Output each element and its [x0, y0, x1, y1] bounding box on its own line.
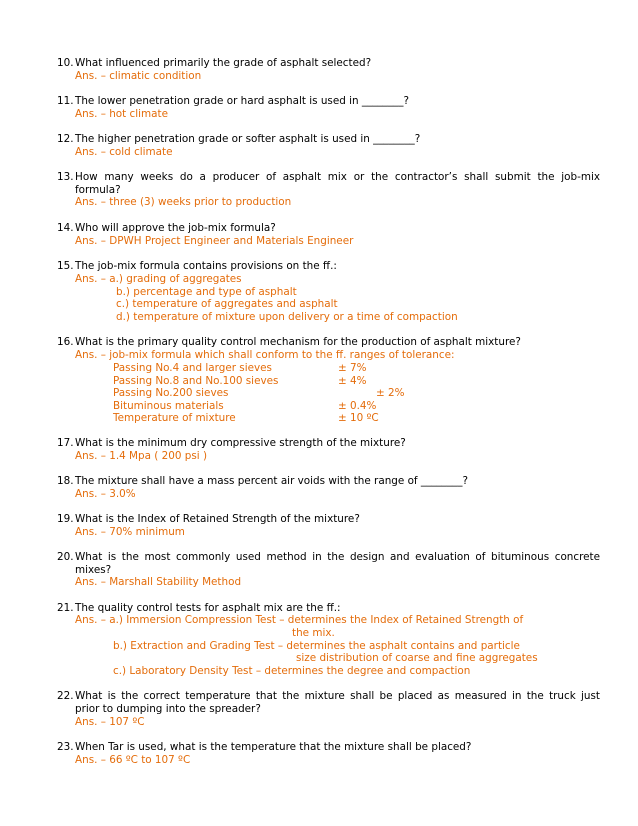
- question-number: 23.: [57, 741, 74, 753]
- question-number: 14.: [57, 222, 74, 234]
- answer-item: b.) Extraction and Grading Test – determines the asphalt contains and particle: [113, 640, 520, 652]
- question-text: The quality control tests for asphalt mix are the ff.:: [75, 602, 341, 614]
- tolerance-value: ± 0.4%: [338, 400, 377, 412]
- question-text: How many weeks do a producer of asphalt mix or the contractor’s shall submit the job-mix: [75, 171, 600, 183]
- answer-item-continued: size distribution of coarse and fine aggregates: [296, 652, 538, 664]
- question-text: The mixture shall have a mass percent air voids with the range of ________?: [75, 475, 468, 487]
- question-number: 21.: [57, 602, 74, 614]
- question-text: What is the Index of Retained Strength of the mixture?: [75, 513, 360, 525]
- answer-text: Ans. – job-mix formula which shall conform to the ff. ranges of tolerance:: [75, 349, 455, 361]
- question-number: 19.: [57, 513, 74, 525]
- question-number: 16.: [57, 336, 74, 348]
- question-number: 11.: [57, 95, 74, 107]
- tolerance-label: Passing No.8 and No.100 sieves: [113, 375, 279, 387]
- tolerance-value: ± 7%: [338, 362, 367, 374]
- answer-item: d.) temperature of mixture upon delivery or a time of compaction: [116, 311, 458, 323]
- answer-text: Ans. – Marshall Stability Method: [75, 576, 242, 588]
- answer-text: Ans. – a.) Immersion Compression Test – determines the Index of Retained Strength of: [75, 614, 524, 626]
- question-number: 17.: [57, 437, 74, 449]
- answer-text: Ans. – 3.0%: [75, 488, 136, 500]
- question-text-continued: prior to dumping into the spreader?: [75, 703, 261, 715]
- answer-text: Ans. – cold climate: [75, 146, 173, 158]
- tolerance-label: Temperature of mixture: [113, 412, 236, 424]
- question-text: What is the minimum dry compressive strength of the mixture?: [75, 437, 406, 449]
- answer-text: Ans. – a.) grading of aggregates: [75, 273, 242, 285]
- tolerance-label: Passing No.4 and larger sieves: [113, 362, 272, 374]
- question-text-continued: formula?: [75, 184, 121, 196]
- question-text: The job-mix formula contains provisions on the ff.:: [75, 260, 337, 272]
- answer-text: Ans. – 107 ºC: [75, 716, 145, 728]
- answer-text: Ans. – hot climate: [75, 108, 168, 120]
- question-number: 10.: [57, 57, 74, 69]
- question-number: 18.: [57, 475, 74, 487]
- answer-text: Ans. – climatic condition: [75, 70, 202, 82]
- answer-text: Ans. – 66 ºC to 107 ºC: [75, 754, 191, 766]
- question-text: What is the primary quality control mechanism for the production of asphalt mixture?: [75, 336, 521, 348]
- tolerance-value: ± 10 ºC: [338, 412, 379, 424]
- question-text-continued: mixes?: [75, 564, 112, 576]
- question-text: The lower penetration grade or hard asphalt is used in ________?: [75, 95, 409, 107]
- question-text: The higher penetration grade or softer asphalt is used in ________?: [75, 133, 421, 145]
- question-number: 15.: [57, 260, 74, 272]
- answer-item: c.) Laboratory Density Test – determines the degree and compaction: [113, 665, 471, 677]
- question-text: When Tar is used, what is the temperature that the mixture shall be placed?: [75, 741, 472, 753]
- answer-text: Ans. – 70% minimum: [75, 526, 185, 538]
- answer-text: Ans. – DPWH Project Engineer and Materials Engineer: [75, 235, 354, 247]
- tolerance-label: Passing No.200 sieves: [113, 387, 229, 399]
- question-text: What is the correct temperature that the mixture shall be placed as measured in the truck just: [75, 690, 600, 702]
- tolerance-label: Bituminous materials: [113, 400, 224, 412]
- tolerance-value: ± 2%: [376, 387, 405, 399]
- question-text: What influenced primarily the grade of asphalt selected?: [75, 57, 372, 69]
- answer-text-continued: the mix.: [292, 627, 335, 639]
- question-number: 12.: [57, 133, 74, 145]
- question-number: 20.: [57, 551, 74, 563]
- question-text: What is the most commonly used method in the design and evaluation of bituminous concrete: [75, 551, 600, 563]
- question-text: Who will approve the job-mix formula?: [75, 222, 276, 234]
- question-number: 22.: [57, 690, 74, 702]
- question-number: 13.: [57, 171, 74, 183]
- answer-item: c.) temperature of aggregates and asphalt: [116, 298, 338, 310]
- answer-text: Ans. – 1.4 Mpa ( 200 psi ): [75, 450, 208, 462]
- tolerance-value: ± 4%: [338, 375, 367, 387]
- answer-item: b.) percentage and type of asphalt: [116, 286, 297, 298]
- answer-text: Ans. – three (3) weeks prior to production: [75, 196, 292, 208]
